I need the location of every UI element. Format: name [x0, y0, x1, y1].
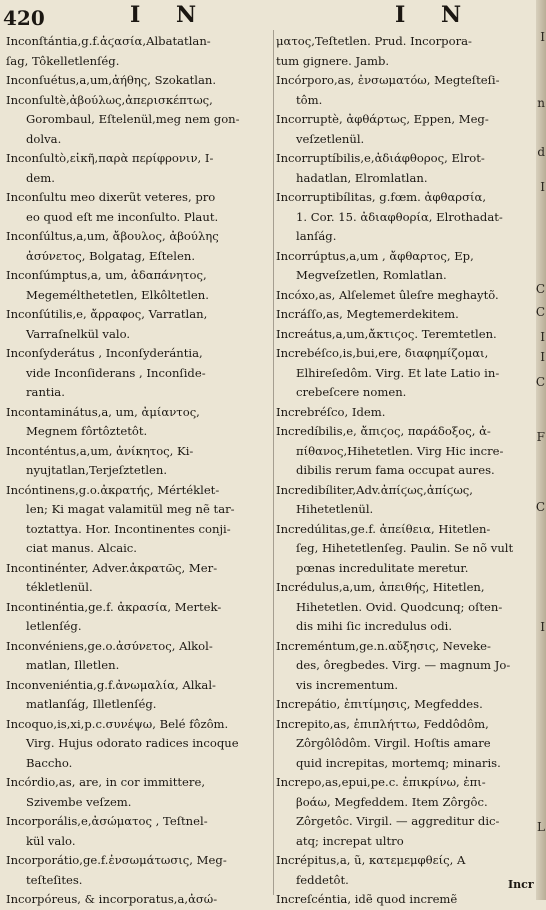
- dictionary-line: Incórporo,as, ἐνσωματόω, Megteſteſi-: [276, 73, 500, 87]
- dictionary-line: Baccho.: [26, 755, 73, 770]
- dictionary-line: Inconſútilis,e, ἄρραφος, Varratlan,: [6, 307, 208, 321]
- dictionary-line: Incoquo,is,xi,p.c.συνέψω, Belé fôzôm.: [6, 716, 229, 731]
- dictionary-line: Incórdio,as, are, in cor immittere,: [6, 775, 206, 789]
- dictionary-line: Inconvéniens,ge.o.ἀσύνετος, Alkol-: [6, 638, 213, 653]
- running-head-right: I N: [395, 2, 476, 28]
- dictionary-line: des, ôregbedes. Virg. — magnum Jo-: [296, 658, 511, 672]
- edge-letter: I: [540, 180, 545, 194]
- dictionary-line: dolva.: [26, 131, 62, 146]
- dictionary-line: Incontinéntia,ge.f. ἀκρασία, Mertek-: [6, 599, 222, 614]
- dictionary-line: Incorporális,e,ἀσώματος , Teſtnel-: [6, 814, 208, 828]
- dictionary-line: quid increpitas, mortemq; minaris.: [296, 755, 501, 770]
- dictionary-line: Increméntum,ge.n.αὔξησις, Neveke-: [276, 638, 491, 653]
- dictionary-line: Incráſſo,as, Megtemerdekitem.: [276, 307, 459, 321]
- dictionary-line: matlan, Illetlen.: [26, 658, 120, 672]
- dictionary-line: Inconveniéntia,g.f.ἀνωμαλία, Alkal-: [6, 677, 216, 692]
- dictionary-line: ciat manus. Alcaic.: [26, 541, 137, 555]
- edge-letter: I: [540, 330, 545, 344]
- dictionary-line: Inconténtus,a,um, ἀνίκητος, Ki-: [6, 443, 194, 458]
- dictionary-line: crebeſcere nomen.: [296, 385, 407, 399]
- dictionary-line: toztattya. Hor. Incontinentes conji-: [26, 521, 231, 536]
- dictionary-line: ſeg, Hihetetlenſeg. Paulin. Se nõ vult: [296, 541, 514, 555]
- dictionary-line: Incóntinens,g.o.ἀκρατής, Mértéklet-: [6, 482, 220, 497]
- dictionary-line: rantia.: [26, 385, 65, 399]
- dictionary-line: Increpito,as, ἐπιπλήττω, Feddôdôm,: [276, 716, 489, 731]
- edge-letter: C: [535, 500, 545, 514]
- page-number: 420: [3, 6, 45, 30]
- dictionary-line: Inconſultè,ἀβούλως,ἀπερισκέπτως,: [6, 92, 213, 107]
- dictionary-line: tôm.: [296, 92, 323, 107]
- dictionary-line: hadatlan, Elromlatlan.: [296, 170, 428, 185]
- dictionary-line: Incredúlitas,ge.f. ἀπείθεια, Hitetlen-: [276, 521, 491, 536]
- dictionary-line: dibilis rerum fama occupat aures.: [296, 463, 495, 477]
- dictionary-line: Gorombaul, Eſtelenül,meg nem gon-: [26, 112, 240, 126]
- dictionary-line: Incontinénter, Adver.ἀκρατῶς, Mer-: [6, 560, 218, 575]
- dictionary-line: Varraſnelkül valo.: [26, 326, 131, 341]
- dictionary-line: Szivembe veſzem.: [26, 794, 132, 809]
- dictionary-line: Incorruptè, ἀφθάρτως, Eppen, Meg-: [276, 112, 489, 126]
- dictionary-line: ſag, Tôkelletlenſég.: [6, 53, 120, 68]
- dictionary-line: Zôrgetôc. Virgil. — aggreditur dic-: [296, 814, 500, 828]
- dictionary-line: Zôrgôlôdôm. Virgil. Hoſtis amare: [296, 736, 491, 750]
- dictionary-line: Inconſúmptus,a, um, ἀδαπάνητος,: [6, 268, 207, 282]
- dictionary-line: letlenſég.: [26, 619, 82, 633]
- dictionary-line: Megemélthetetlen, Elkôltetlen.: [26, 287, 209, 302]
- edge-letter: d: [537, 145, 545, 159]
- dictionary-line: len; Ki magat valamitül meg nẽ tar-: [26, 502, 235, 516]
- dictionary-line: ἀσύνετος, Bolgatag, Eſtelen.: [26, 248, 196, 263]
- edge-letter: L: [537, 820, 545, 834]
- dictionary-line: Inconſtántia,g.f.ἀϛασία,Albatatlan-: [6, 34, 211, 48]
- dictionary-line: nyujtatlan,Terjeſztetlen.: [26, 463, 168, 477]
- dictionary-line: pœnas incredulitate meretur.: [296, 560, 469, 575]
- dictionary-line: Incredíbilis,e, ἄπιϛος, παράδοξος, ἀ-: [276, 424, 491, 438]
- dictionary-line: Incóxo,as, Alſelemet ûleſre meghaytõ.: [276, 287, 499, 302]
- dictionary-line: Incorruptibílitas, g.fœm. ἀφθαρσία,: [276, 190, 487, 204]
- edge-letter: C: [535, 305, 545, 319]
- dictionary-line: Hihetetlenül.: [296, 502, 374, 516]
- dictionary-line: Increpátio, ἐπιτίμησις, Megfeddes.: [276, 697, 483, 711]
- dictionary-line: Incredibíliter,Adv.ἀπίϛως,ἀπίϛως,: [276, 482, 473, 497]
- dictionary-line: teſteſites.: [26, 872, 83, 887]
- dictionary-line: Inconſyderátus , Inconſyderántia,: [6, 346, 203, 360]
- dictionary-line: Incorpóreus, & incorporatus,a,ἀσώ-: [6, 892, 218, 906]
- dictionary-line: atq; increpat ultro: [296, 833, 404, 848]
- dictionary-line: Hihetetlen. Ovid. Quodcunq; oſten-: [296, 599, 503, 614]
- dictionary-line: Inconſúltus,a,um, ἄβουλος, ἀβούλης: [6, 229, 219, 243]
- edge-letter: n: [537, 96, 545, 110]
- dictionary-line: tékletlenül.: [26, 580, 93, 594]
- edge-letter: I: [540, 30, 545, 44]
- dictionary-line: Incrédulus,a,um, ἀπειθής, Hitetlen,: [276, 580, 485, 594]
- dictionary-line: feddetôt.: [296, 872, 349, 887]
- dictionary-line: Elhireſedôm. Virg. Et late Latio in-: [296, 365, 500, 380]
- dictionary-line: ματος,Teſtetlen. Prud. Incorpora-: [276, 34, 472, 48]
- edge-letter: F: [536, 430, 545, 444]
- dictionary-line: tum gignere. Jamb.: [276, 53, 390, 68]
- dictionary-line: Virg. Hujus odorato radices incoque: [26, 736, 239, 750]
- dictionary-line: Increpo,as,epui,pe.c. ἐπικρίνω, ἐπι-: [276, 775, 486, 789]
- dictionary-line: βοάω, Megfeddem. Item Zôrgôc.: [296, 794, 488, 809]
- dictionary-line: Incontaminátus,a, um, ἀμίαντος,: [6, 404, 200, 419]
- dictionary-line: Increbéſco,is,bui,ere, διαφημίζομαι,: [276, 346, 489, 360]
- dictionary-line: dis mihi ſic incredulus odi.: [296, 619, 453, 633]
- dictionary-line: Incorruptíbilis,e,ἀδιάφθορος, Elrot-: [276, 151, 485, 165]
- dictionary-line: lanſág.: [296, 229, 337, 243]
- left-column: [6, 32, 272, 910]
- dictionary-line: kül valo.: [26, 833, 76, 848]
- catchword: Incr: [508, 878, 534, 891]
- column-divider: [273, 30, 274, 895]
- dictionary-line: Inconſultò,εἰκῆ,παρὰ περίφρονιν, I-: [6, 151, 214, 165]
- dictionary-line: vide Inconſiderans , Inconſide-: [26, 365, 206, 380]
- edge-letter: I: [540, 620, 545, 634]
- edge-letter: I: [540, 350, 545, 364]
- dictionary-line: Incorrúptus,a,um , ἄφθαρτος, Ep,: [276, 248, 474, 263]
- dictionary-line: Increátus,a,um,ἄκτιϛος. Teremtetlen.: [276, 326, 497, 341]
- dictionary-line: Inconſultu meo dixerũt veteres, pro: [6, 190, 216, 204]
- right-column: [276, 32, 534, 910]
- dictionary-line: Increbréſco, Idem.: [276, 404, 386, 419]
- dictionary-line: veſzetlenül.: [296, 131, 365, 146]
- edge-letter: C: [535, 375, 545, 389]
- dictionary-line: 1. Cor. 15. ἀδιαφθορία, Elrothadat-: [296, 209, 503, 224]
- dictionary-line: matlanſág, Illetlenſég.: [26, 697, 157, 711]
- running-head-left: I N: [130, 2, 211, 28]
- dictionary-line: vis incrementum.: [296, 677, 399, 692]
- dictionary-line: eo quod eſt me inconſulto. Plaut.: [26, 209, 219, 224]
- facing-page-edge: [536, 0, 546, 900]
- dictionary-line: Inconſuétus,a,um,ἀήθης, Szokatlan.: [6, 73, 217, 87]
- dictionary-line: Megnem fôrtôztetôt.: [26, 424, 148, 438]
- dictionary-line: Megveſzetlen, Romlatlan.: [296, 268, 447, 282]
- dictionary-line: dem.: [26, 170, 55, 185]
- dictionary-line: Incrépitus,a, ũ, κατεμεμφθείς, A: [276, 853, 466, 867]
- dictionary-line: πίθανος,Hihetetlen. Virg Hic incre-: [296, 443, 504, 458]
- dictionary-line: Incorporátio,ge.f.ἐνσωμάτωσις, Meg-: [6, 853, 227, 867]
- edge-letter: C: [535, 282, 545, 296]
- dictionary-line: Increſcéntia, idẽ quod incremẽ: [276, 892, 458, 906]
